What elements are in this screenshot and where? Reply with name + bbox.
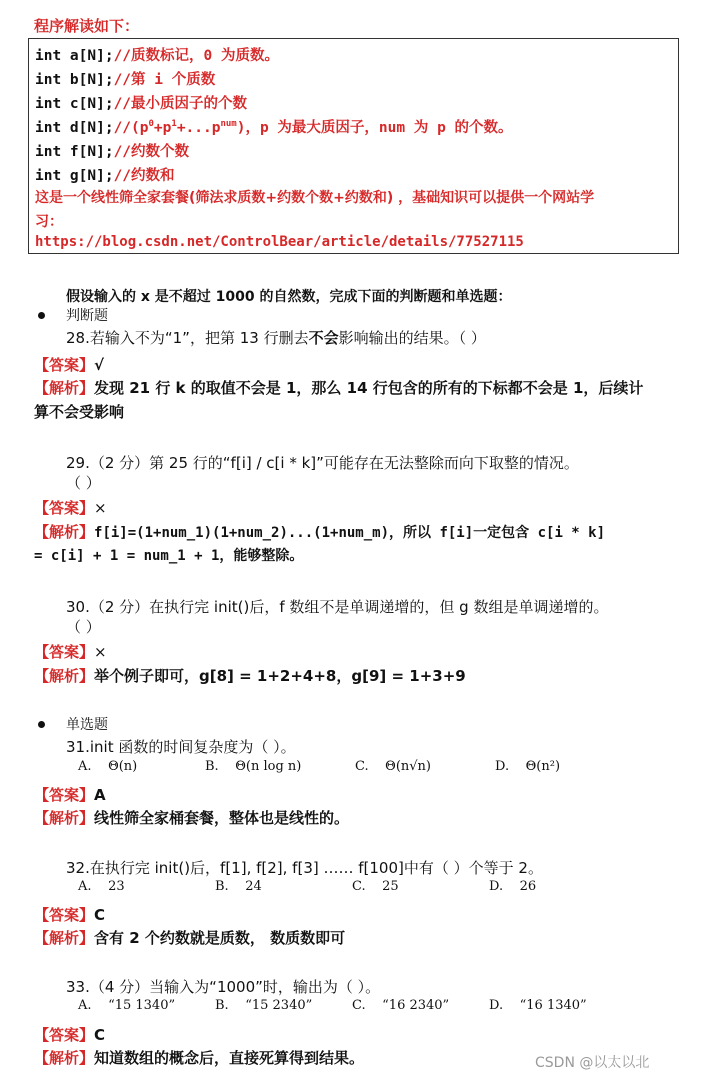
q30-question-2: （ ） <box>66 618 101 636</box>
section-judge: 判断题 <box>66 308 108 324</box>
q29-answer: 【答案】× <box>34 499 107 517</box>
q29-question-2: （ ） <box>66 474 101 492</box>
q30-question-1: 30.（2 分）在执行完 init()后，f 数组不是单调递增的，但 g 数组是单调递增的。 <box>66 598 609 616</box>
q31-option-a: A. Θ(n) <box>78 759 138 774</box>
q33-option-d: D. “16 1340” <box>489 998 587 1013</box>
q30-analysis: 【解析】举个例子即可，g[8] = 1+2+4+8，g[9] = 1+3+9 <box>34 667 466 685</box>
q33-option-a: A. “15 1340” <box>78 998 176 1013</box>
code-line-f: int f[N];//约数个数 <box>35 144 190 160</box>
box-note-2: 习： <box>35 214 63 230</box>
code-line-g: int g[N];//约数和 <box>35 168 175 184</box>
q33-option-c: C. “16 2340” <box>352 998 450 1013</box>
q28-analysis-2: 算不会受影响 <box>34 403 125 421</box>
q32-option-b: B. 24 <box>215 879 262 894</box>
q33-option-b: B. “15 2340” <box>215 998 313 1013</box>
bullet-icon <box>38 312 45 319</box>
q31-question: 31.init 函数的时间复杂度为（ ）。 <box>66 738 296 756</box>
q32-analysis: 【解析】含有 2 个约数就是质数， 数质数即可 <box>34 929 346 947</box>
intro-text: 假设输入的 x 是不超过 1000 的自然数，完成下面的判断题和单选题： <box>66 289 512 305</box>
code-box <box>28 38 679 254</box>
q33-answer: 【答案】C <box>34 1026 106 1044</box>
q31-option-d: D. Θ(n²) <box>495 759 561 774</box>
q32-question: 32.在执行完 init()后，f[1], f[2], f[3] …… f[100]中有（ ）个等于 2。 <box>66 859 543 877</box>
q32-option-a: A. 23 <box>78 879 125 894</box>
q28-answer: 【答案】√ <box>34 356 105 374</box>
q29-analysis-1: 【解析】f[i]=(1+num_1)(1+num_2)...(1+num_m)，所以 f[i]一定包含 c[i * k] <box>34 523 606 541</box>
q28-analysis-1: 【解析】发现 21 行 k 的取值不会是 1，那么 14 行包含的所有的下标都不会是 1，后续计 <box>34 379 644 397</box>
q29-analysis-2: = c[i] + 1 = num_1 + 1，能够整除。 <box>34 548 304 564</box>
code-line-d: int $d[N];//(p^0+p^1+...p^{num})$，p 为最大质因子，num 为 p 的个数。 <box>35 119 513 136</box>
section-header: 程序解读如下： <box>34 17 140 35</box>
q31-analysis: 【解析】线性筛全家桶套餐，整体也是线性的。 <box>34 809 350 827</box>
q30-answer: 【答案】× <box>34 643 107 661</box>
code-line-b: int b[N];//第 i 个质数 <box>35 72 216 88</box>
q29-question-1: 29.（2 分）第 25 行的“f[i] / c[i * k]”可能存在无法整除而向下取整的情况。 <box>66 454 579 472</box>
watermark: CSDN @以太以北 <box>535 1055 650 1071</box>
q32-answer: 【答案】C <box>34 906 106 924</box>
q33-analysis: 【解析】知道数组的概念后，直接死算得到结果。 <box>34 1049 365 1067</box>
q32-option-c: C. 25 <box>352 879 399 894</box>
q28-question: 28.若输入不为“1”，把第 13 行删去不会影响输出的结果。（ ） <box>66 329 486 347</box>
bullet-icon <box>38 721 45 728</box>
q31-answer: 【答案】A <box>34 786 106 804</box>
box-note-1: 这是一个线性筛全家套餐(筛法求质数+约数个数+约数和) ，基础知识可以提供一个网站学 <box>35 190 595 206</box>
section-single: 单选题 <box>66 717 108 733</box>
code-line-a: int a[N];//质数标记，0 为质数。 <box>35 48 279 64</box>
reference-link[interactable]: https://blog.csdn.net/ControlBear/article/details/77527115 <box>35 234 524 250</box>
q31-option-b: B. Θ(n log n) <box>205 759 302 774</box>
q31-option-c: C. Θ(n√n) <box>355 759 431 774</box>
q33-question: 33.（4 分）当输入为“1000”时，输出为（ ）。 <box>66 978 381 996</box>
code-line-c: int c[N];//最小质因子的个数 <box>35 96 248 112</box>
q32-option-d: D. 26 <box>489 879 537 894</box>
